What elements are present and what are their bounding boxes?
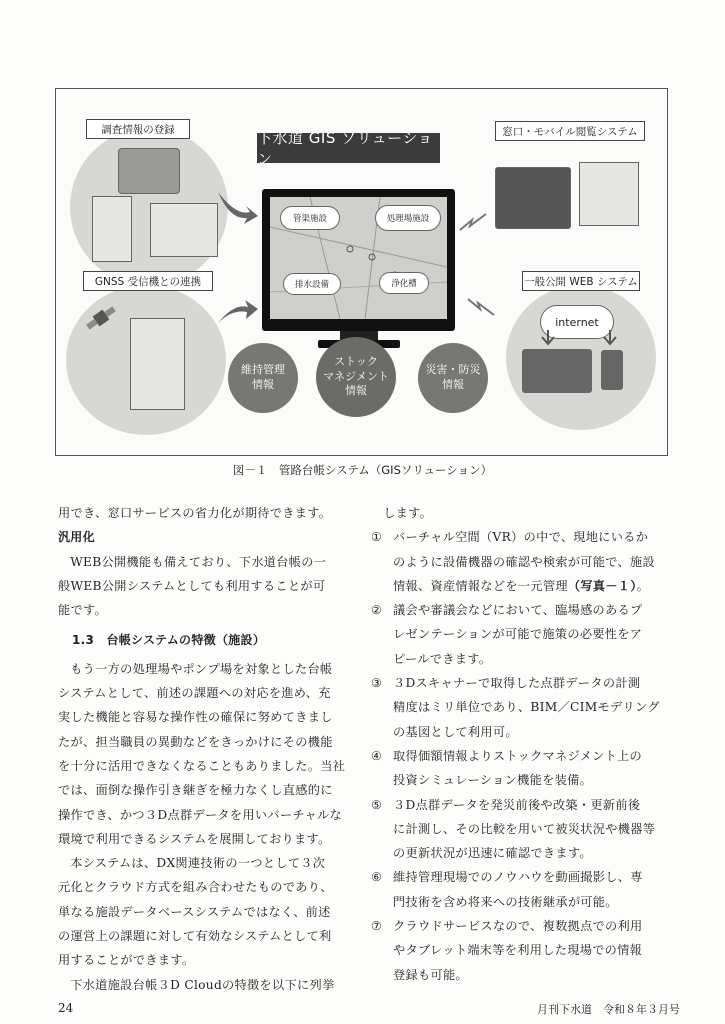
list-line: クラウドサービスなので、複数拠点での利用 — [393, 919, 643, 934]
bubble-septic: 浄化槽 — [379, 272, 429, 294]
list-line: やタブレット端末等を利用した現場での情報 — [393, 943, 643, 958]
right-column — [371, 501, 677, 987]
list-line-text: 情報、資産情報などを一元管理 — [393, 578, 568, 593]
list-line: 登録も可能。 — [393, 967, 468, 982]
list-line: に計測し、その比較を用いて被災状況や機器等 — [393, 821, 656, 836]
list-line: の基図として利用可。 — [393, 724, 518, 739]
list-item — [371, 671, 677, 744]
bubble-drainage: 排水設備 — [283, 273, 341, 295]
arrow-down-icon — [538, 328, 558, 348]
page-number: 24 — [58, 1001, 74, 1015]
survey-form-photo — [150, 203, 218, 257]
list-number: ⑤ — [371, 797, 383, 812]
arrow-right-icon — [216, 186, 260, 226]
paragraph-line: を十分に活用できなくなることもありました。当社 — [58, 758, 346, 773]
paragraph-line: 操作でき、かつ３D点群データを用いバーチャルな — [58, 807, 342, 822]
counter-label: 窓口・モバイル閲覧システム — [495, 121, 645, 141]
signal-icon — [458, 210, 488, 234]
phone-device-photo — [601, 350, 623, 390]
paragraph-line: 環境で利用できるシステムを展開しております。 — [58, 831, 331, 846]
gnss-label: GNSS 受信機との連携 — [83, 271, 213, 291]
list-item — [371, 914, 677, 987]
disaster-info-label: 災害・防災 情報 — [425, 363, 481, 391]
journal-name: 月刊下水道 令和８年３月号 — [537, 1003, 680, 1016]
list-line: レゼンテーションが可能で施策の必要性をア — [393, 627, 643, 642]
counter-room-photo — [579, 162, 639, 226]
internet-cloud: internet — [540, 305, 614, 339]
photo-reference: （写真－１） — [567, 578, 637, 593]
paragraph-line: 般WEB公開システムとしても利用することが可 — [58, 578, 326, 593]
figure-caption: 図－１ 管路台帳システム（GISソリューション） — [232, 463, 493, 477]
list-number: ③ — [371, 676, 383, 691]
list-item — [371, 744, 677, 793]
list-line: の更新状況が迅速に確認できます。 — [393, 846, 592, 861]
list-number: ④ — [371, 748, 383, 763]
stock-management-label: ストック マネジメント 情報 — [323, 354, 389, 398]
paragraph-line: 実した機能と容易な操作性の確保に努めてきまし — [58, 710, 333, 725]
paragraph-line: します。 — [383, 506, 433, 520]
list-line: ピールできます。 — [393, 651, 492, 666]
paragraph-line: システムとして、前述の課題への対応を進め、充 — [58, 686, 331, 701]
arrow-right-icon — [216, 295, 260, 329]
list-line: 投資シミュレーション機能を装備。 — [393, 773, 593, 788]
list-item — [371, 525, 677, 598]
disaster-info-circle — [418, 343, 488, 413]
list-line: 取得価額情報よりストックマネジメント上の — [393, 748, 643, 763]
bubble-pipe: 管渠施設 — [280, 206, 340, 230]
list-item — [371, 598, 677, 671]
arrow-down-icon — [600, 328, 620, 348]
paragraph-line: では、面倒な操作引き継ぎを極力なくし直感的に — [58, 783, 333, 798]
list-line — [393, 574, 677, 598]
list-number: ⑦ — [371, 919, 383, 934]
maintenance-info-circle — [228, 343, 298, 413]
list-line-tail: 。 — [636, 578, 650, 593]
list-item — [371, 793, 677, 866]
paragraph-line: 用することができます。 — [58, 953, 195, 968]
paragraph-line: WEB公開機能も備えており、下水道台帳の一 — [70, 554, 327, 569]
gnss-receiver-photo — [130, 318, 185, 410]
paragraph-line: の運営上の課題に対して有効なシステムとして利 — [58, 929, 332, 944]
figure-title: 下水道 GIS ソリューション — [257, 133, 440, 163]
paragraph-line: たが、担当職員の異動などをきっかけにその機能 — [58, 734, 333, 749]
tablet-kiosk-photo — [495, 167, 571, 229]
maintenance-info-label: 維持管理 情報 — [241, 363, 285, 391]
list-line: ３D点群データを発災前後や改築・更新前後 — [393, 797, 641, 812]
paragraph-line: もう一方の処理場やポンプ場を対象とした台帳 — [70, 661, 333, 676]
signal-icon — [466, 295, 496, 319]
web-label: 一般公開 WEB システム — [522, 271, 640, 291]
list-number: ② — [371, 603, 383, 618]
tablet-device-photo — [522, 349, 592, 393]
sewer-pipe-photo — [118, 148, 180, 194]
list-line: のように設備機器の確認や検索が可能で、施設 — [393, 554, 655, 569]
list-line: 門技術を含め将来への技術継承が可能。 — [393, 894, 618, 909]
list-line: 維持管理現場でのノウハウを動画撮影し、専 — [393, 870, 643, 885]
paragraph-line: 能です。 — [58, 603, 107, 618]
paragraph-line: 本システムは、DX関連技術の一つとして３次 — [70, 856, 326, 871]
satellite-icon — [83, 300, 119, 336]
list-item — [371, 865, 677, 914]
section-heading: 1.3 台帳システムの特徴（施設） — [72, 633, 266, 648]
list-number: ⑥ — [371, 870, 383, 885]
list-number: ① — [371, 530, 383, 545]
subheading: 汎用化 — [58, 530, 95, 545]
left-column — [58, 501, 356, 997]
paragraph-line: 単なる施設データベースシステムではなく、前述 — [58, 904, 331, 919]
list-line: 議会や審議会などにおいて、臨場感のあるプ — [393, 603, 643, 618]
paragraph: 用でき、窓口サービスの省力化が期待できます。 — [58, 506, 332, 520]
paragraph-line: 元化とクラウド方式を組み合わせたものであり、 — [58, 880, 333, 895]
survey-label: 調査情報の登録 — [86, 119, 190, 139]
equipment-photo — [92, 196, 132, 262]
paragraph-line: 下水道施設台帳３D Cloudの特徴を以下に列挙 — [70, 977, 335, 992]
bubble-treatment: 処理場施設 — [375, 205, 441, 231]
list-line: ３Dスキャナーで取得した点群データの計測 — [393, 676, 641, 691]
stock-management-circle — [316, 337, 396, 417]
list-line: 精度はミリ単位であり、BIM／CIMモデリング — [393, 700, 660, 715]
list-line: バーチャル空間（VR）の中で、現地にいるか — [393, 530, 649, 545]
